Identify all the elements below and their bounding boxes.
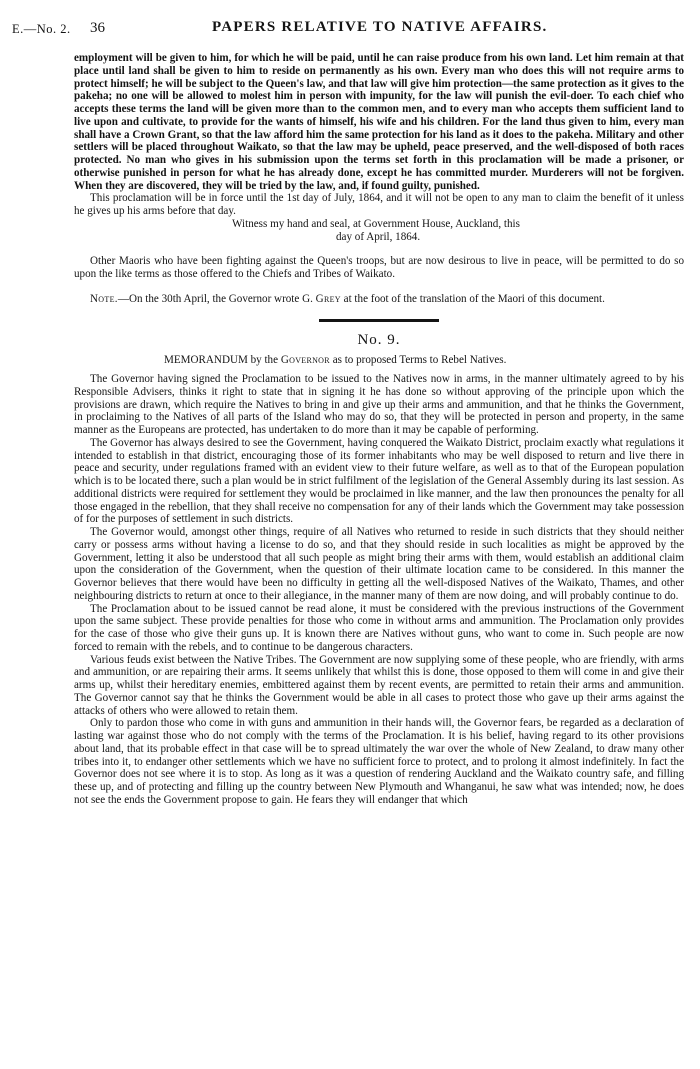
memo-governor: Governor bbox=[280, 354, 330, 367]
memo-paragraph: The Governor would, amongst other things, require of all Natives who returned to reside in such districts that they should neither carry or possess arms without having a license to do so, and that they should reside in such localities as might be approved by the Government, letting it also be understood that all such people as might bring their arms with them, would establish an additional claim upon the consideration of the Government, when the question of their ultimate location came to be considered. In this manner the Governor believes that there would have been no difficulty in getting all the well-disposed Natives of the Waikato, Thames, and other neighbouring districts to return at once to their allegiance, in the manner many of them are now doing, and will probably continue to do. bbox=[74, 526, 684, 602]
note-text: —On the 30th April, the Governor wrote G. bbox=[117, 292, 313, 305]
memo-paragraph: The Proclamation about to be issued cannot be read alone, it must be considered with the previous instructions of the Government upon the same subject. These provide penalties for those who come in without arms and ammunition. The Proclamation only provides for the case of those who give their guns up. It is known there are Natives without guns, who want to come in. Such people are now forced to remain with the rebels, and to continue to be dangerous characters. bbox=[74, 602, 684, 653]
running-title: PAPERS RELATIVE TO NATIVE AFFAIRS. bbox=[212, 19, 548, 35]
proclamation-paragraph: employment will be given to him, for which he will be paid, until he can raise produce from his own land. Let him remain at that place until land shall be given to him to reside on permanently as his own. Every man who does this will not require arms to protect himself; he will be subject to the Queen's law, and that law will give him protection—the same protection as it gives to the pakeha; no one will be allowed to molest him in person with impunity, for the law will punish the evil-doer. To each chief who accepts these terms the land will be given more than to the common men, and to every man who accepts them sufficient land to live upon and cultivate, to provide for the wants of himself, his wife and his children. For the land thus given to him, every man shall have a Crown Grant, so that the law afford him the same protection for his land as it does to the pakeha. Military and other settlers will be placed throughout Waikato, so that the law may be upheld, peace preserved, and the well-disposed of both races protected. No man who gives in his submission upon the terms set forth in this proclamation will be made a prisoner, or otherwise punished in person for what he has already done, except he has committed murder. Murderers will not be forgiven. When they are discovered, they will be tried by the law, and, if found guilty, punished. bbox=[74, 52, 684, 192]
date-line: day of April, 1864. bbox=[336, 230, 421, 243]
note-name: Grey bbox=[315, 292, 341, 305]
page-header bbox=[12, 18, 684, 40]
proclamation-paragraph: This proclamation will be in force until the 1st day of July, 1864, and it will not be open to any man to claim the benefit of it unless he gives up his arms before that day. bbox=[74, 192, 684, 217]
note-text-rest: at the foot of the translation of the Maori of this document. bbox=[343, 292, 605, 305]
memorandum-title bbox=[74, 354, 684, 367]
witness-line: Witness my hand and seal, at Government House, Auckland, this bbox=[232, 217, 520, 230]
document-body bbox=[74, 52, 684, 807]
memo-paragraph: The Governor has always desired to see the Government, having conquered the Waikato District, proclaim exactly what regulations it intended to establish in that district, encouraging those of its former inhabitants who may be well disposed to return and live there in peace and security, under regulations framed with an evident view to their future welfare, as well as to that of the European population which is to be located there, such a plan would be in strict fulfilment of the legislation of the General Assembly during its last session. As additional districts were required for settlement they would be proclaimed in like manner, and the law then pronounces the penalty for all those engaged in the rebellion, that they shall receive no compensation for any of their lands which the Government may take possession of for the purposes of settlement in such districts. bbox=[74, 436, 684, 526]
memo-paragraph: The Governor having signed the Proclamation to be issued to the Natives now in arms, in the manner ultimately agreed to by his Responsible Advisers, thinks it right to state that in signing it he has done so without approving of the principle upon which the provisions are drawn, which require the Natives to bring in and give up their arms and ammunition, and that he thinks the Government, in proclaiming to the Natives of all parts of the Island who may do so, that they will be protected in person and property, in the same manner as the Europeans are protected, has undertaken to do more than it may be capable of performing. bbox=[74, 373, 684, 436]
document-reference: E.—No. 2. bbox=[12, 22, 71, 36]
editorial-note bbox=[74, 293, 684, 306]
memo-label: MEMORANDUM bbox=[164, 354, 248, 367]
memo-paragraph: Only to pardon those who come in with guns and ammunition in their hands will, the Governor fears, be regarded as a declaration of lasting war against those who do not comply with the terms of the Proclamation. It is his belief, having regard to its other provisions about land, that its probable effect in that case will be to spread ultimately the war over the whole of New Zealand, to draw many other tribes into it, to endanger other settlements which we have no sufficient force to protect, and to prolong it almost indefinitely. In fact the Governor does not see where it is to stop. As long as it was a question of rendering Auckland and the Waikato country safe, and filling these up, and of protecting and filling up the country between New Plymouth and Whanganui, he saw what was intended; now, he does not see the ends the Government propose to gain. He fears they will endanger that which bbox=[74, 717, 684, 806]
proclamation-paragraph: Other Maoris who have been fighting against the Queen's troops, but are now desirous to live in peace, will be permitted to do so upon the like terms as those offered to the Chiefs and Tribes of Waikato. bbox=[74, 255, 684, 280]
memo-paragraph: Various feuds exist between the Native Tribes. The Government are now supplying some of these people, who are friendly, with arms and ammunition, or are repairing their arms. It seems unlikely that whilst this is done, those opposed to them will come in and give their arms up, whilst their hereditary enemies, embittered against them by recent events, are permitted to retain their arms and ammunition. The Governor cannot say that he thinks the Government would be able in all cases to protect those who gave up their arms against the attacks of others who were allowed to retain them. bbox=[74, 653, 684, 717]
section-divider bbox=[319, 319, 439, 322]
section-number: No. 9. bbox=[357, 331, 401, 348]
memo-by: by the bbox=[250, 354, 279, 367]
page-number: 36 bbox=[90, 20, 105, 36]
note-label: Note. bbox=[90, 292, 118, 305]
memo-subject: as to proposed Terms to Rebel Natives. bbox=[332, 354, 507, 367]
